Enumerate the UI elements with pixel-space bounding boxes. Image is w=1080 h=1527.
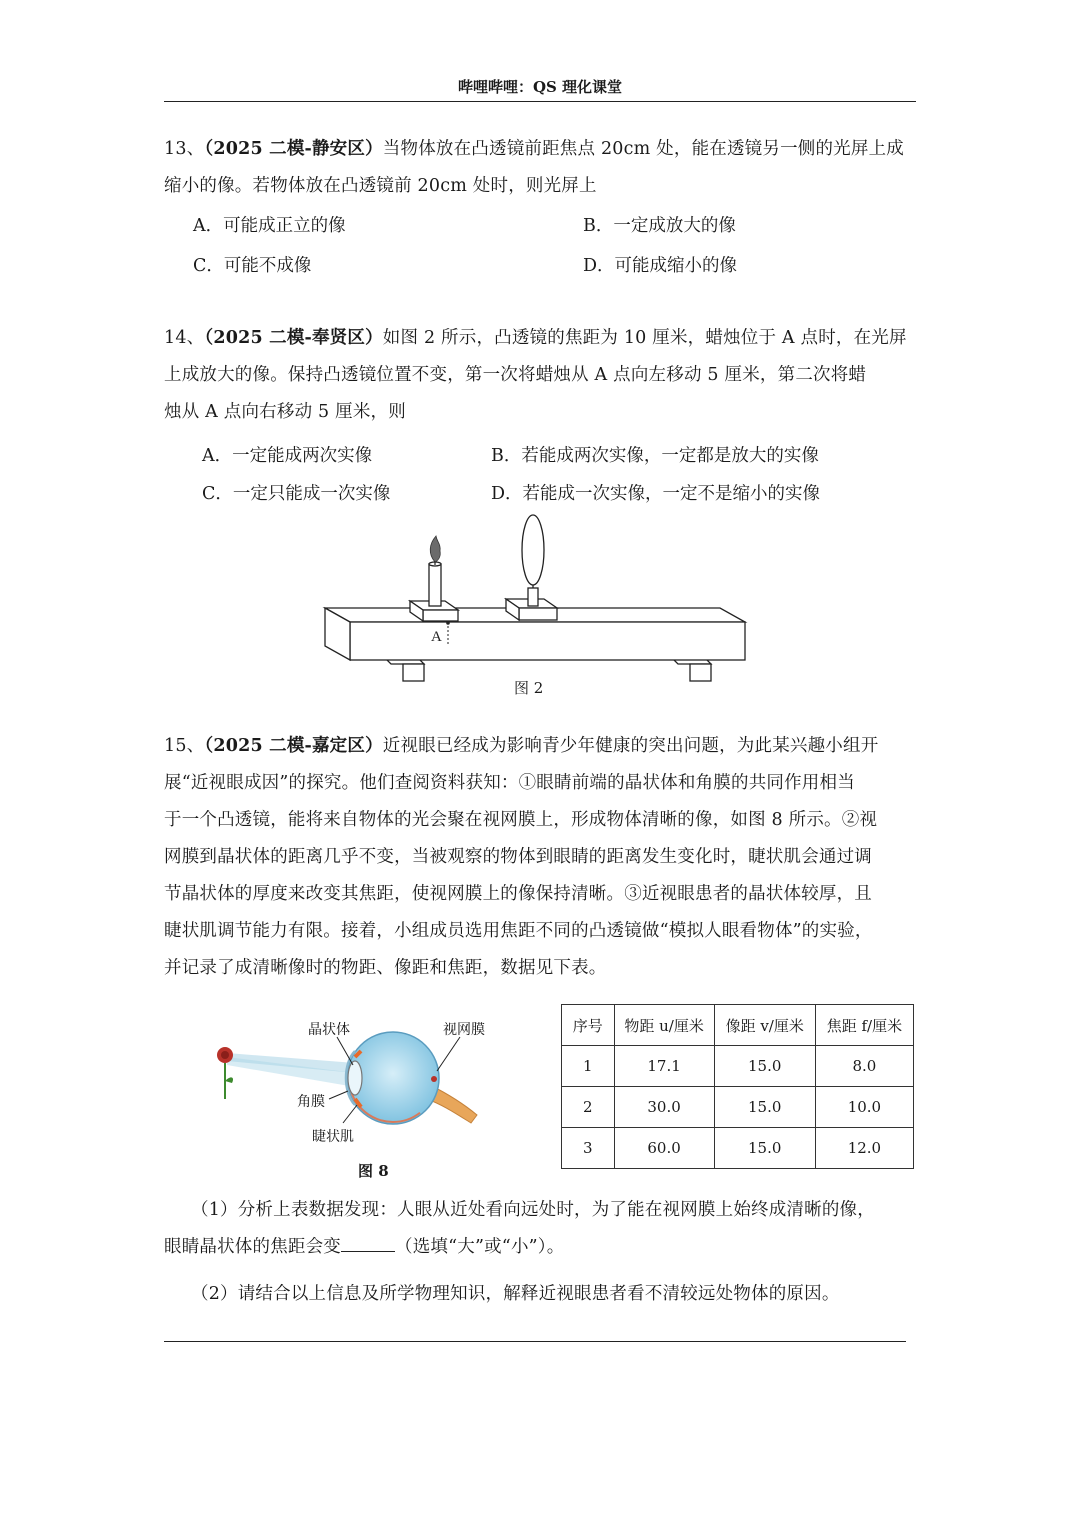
q14-line1 [164, 320, 924, 357]
table-cell: 15.0 [714, 1046, 815, 1087]
table-cell: 2 [562, 1087, 615, 1128]
table-cell: 1 [562, 1046, 615, 1087]
table-row [562, 1128, 914, 1169]
q14-line2: 上成放大的像。保持凸透镜位置不变，第一次将蜡烛从 A 点向左移动 5 厘米，第二次将蜡 [164, 365, 867, 385]
figure-2-caption: 图 2 [514, 679, 544, 697]
page-header: 哔哩哔哩：QS 理化课堂 [457, 78, 623, 96]
q13-option-b: B．一定成放大的像 [583, 216, 736, 236]
q14-option-d: D．若能成一次实像，一定不是缩小的实像 [491, 484, 821, 504]
point-a-label: A [431, 629, 442, 645]
label-retina: 视网膜 [443, 1022, 485, 1038]
table-cell: 8.0 [815, 1046, 913, 1087]
table-header-cell: 像距 v/厘米 [714, 1005, 815, 1046]
table-cell: 15.0 [714, 1128, 815, 1169]
label-cornea: 角膜 [297, 1094, 325, 1110]
q15-line3: 于一个凸透镜，能将来自物体的光会聚在视网膜上，形成物体清晰的像，如图 8 所示。②视 [164, 810, 878, 830]
q13-option-c: C．可能不成像 [193, 256, 312, 276]
q13-option-d: D．可能成缩小的像 [583, 256, 738, 276]
figure-8-eye-diagram [205, 1015, 495, 1155]
q15-sub1-line1: （1）分析上表数据发现：人眼从近处看向远处时，为了能在视网膜上始终成清晰的像， [191, 1200, 875, 1220]
label-lens: 晶状体 [308, 1022, 350, 1038]
q13-text [164, 131, 924, 205]
q15-sub1-text: 眼睛晶状体的焦距会变 [164, 1237, 341, 1257]
q15-sub1 [164, 1192, 924, 1266]
table-cell: 15.0 [714, 1087, 815, 1128]
q14-number: 14、 [164, 328, 205, 348]
crystalline-lens [348, 1061, 362, 1095]
q13-line1 [164, 131, 924, 168]
convex-lens [522, 515, 544, 585]
q15-sub2: （2）请结合以上信息及所学物理知识，解释近视眼患者看不清较远处物体的原因。 [191, 1284, 840, 1304]
candle-body [429, 564, 441, 606]
q15-source: （2025 二模-嘉定区） [204, 736, 383, 756]
candle-flame-icon [430, 536, 440, 562]
q13-stem-1: 当物体放在凸透镜前距焦点 20cm 处，能在透镜另一侧的光屏上成 [382, 139, 904, 159]
q15-sub1-hint: （选填“大”或“小”）。 [395, 1237, 565, 1257]
footer-rule [164, 1341, 906, 1342]
data-table [561, 1004, 914, 1169]
answer-blank[interactable] [341, 1235, 395, 1252]
table-row [562, 1087, 914, 1128]
point-a-dot [446, 621, 450, 625]
q13-source: （2025 二模-静安区） [204, 139, 383, 159]
bench-leg-left-front [403, 664, 424, 681]
table-cell: 17.1 [614, 1046, 714, 1087]
lens-holder-front [519, 608, 557, 620]
retina-image [431, 1076, 437, 1082]
lens-post [528, 588, 538, 606]
q14-text [164, 320, 924, 431]
q15-stem-1: 近视眼已经成为影响青少年健康的突出问题，为此某兴趣小组开 [382, 736, 879, 756]
q14-option-a: A．一定能成两次实像 [202, 446, 373, 466]
table-row [562, 1046, 914, 1087]
candle-holder-front [423, 610, 458, 621]
figure-8-caption: 图 8 [358, 1162, 389, 1180]
q15-text [164, 728, 924, 987]
q14-line3: 烛从 A 点向右移动 5 厘米，则 [164, 402, 406, 422]
q13-number: 13、 [164, 139, 205, 159]
table-header-row [562, 1005, 914, 1046]
table-header-cell: 物距 u/厘米 [614, 1005, 714, 1046]
q15-line4: 网膜到晶状体的距离几乎不变，当被观察的物体到眼睛的距离发生变化时，睫状肌会通过调 [164, 847, 872, 867]
q15-line1 [164, 728, 924, 765]
table-header-cell: 焦距 f/厘米 [815, 1005, 913, 1046]
table-cell: 12.0 [815, 1128, 913, 1169]
q15-sub1-line2 [164, 1229, 924, 1266]
q14-source: （2025 二模-奉贤区） [204, 328, 383, 348]
q13-option-a: A．可能成正立的像 [193, 216, 346, 236]
q14-option-c: C．一定只能成一次实像 [202, 484, 391, 504]
q15-line2: 展“近视眼成因”的探究。他们查阅资料获知：①眼睛前端的晶状体和角膜的共同作用相当 [164, 773, 855, 793]
q14-stem-1: 如图 2 所示，凸透镜的焦距为 10 厘米，蜡烛位于 A 点时，在光屏 [382, 328, 907, 348]
label-muscle: 睫状肌 [312, 1129, 354, 1145]
bench-leg-right-front [690, 664, 711, 681]
figure-2-optical-bench [300, 508, 770, 690]
table-header-cell: 序号 [562, 1005, 615, 1046]
q14-option-b: B．若能成两次实像，一定都是放大的实像 [491, 446, 819, 466]
table-cell: 10.0 [815, 1087, 913, 1128]
table-cell: 3 [562, 1128, 615, 1169]
q13-line2: 缩小的像。若物体放在凸透镜前 20cm 处时，则光屏上 [164, 176, 597, 196]
table-cell: 30.0 [614, 1087, 714, 1128]
flower-leaf [225, 1077, 233, 1083]
bench-front-face [350, 622, 745, 660]
q15-line6: 睫状肌调节能力有限。接着，小组成员选用焦距不同的凸透镜做“模拟人眼看物体”的实验， [164, 921, 873, 941]
table-cell: 60.0 [614, 1128, 714, 1169]
q15-line7: 并记录了成清晰像时的物距、像距和焦距，数据见下表。 [164, 958, 607, 978]
q15-line5: 节晶状体的厚度来改变其焦距，使视网膜上的像保持清晰。③近视眼患者的晶状体较厚，且 [164, 884, 872, 904]
header-rule [164, 101, 916, 102]
q15-number: 15、 [164, 736, 205, 756]
